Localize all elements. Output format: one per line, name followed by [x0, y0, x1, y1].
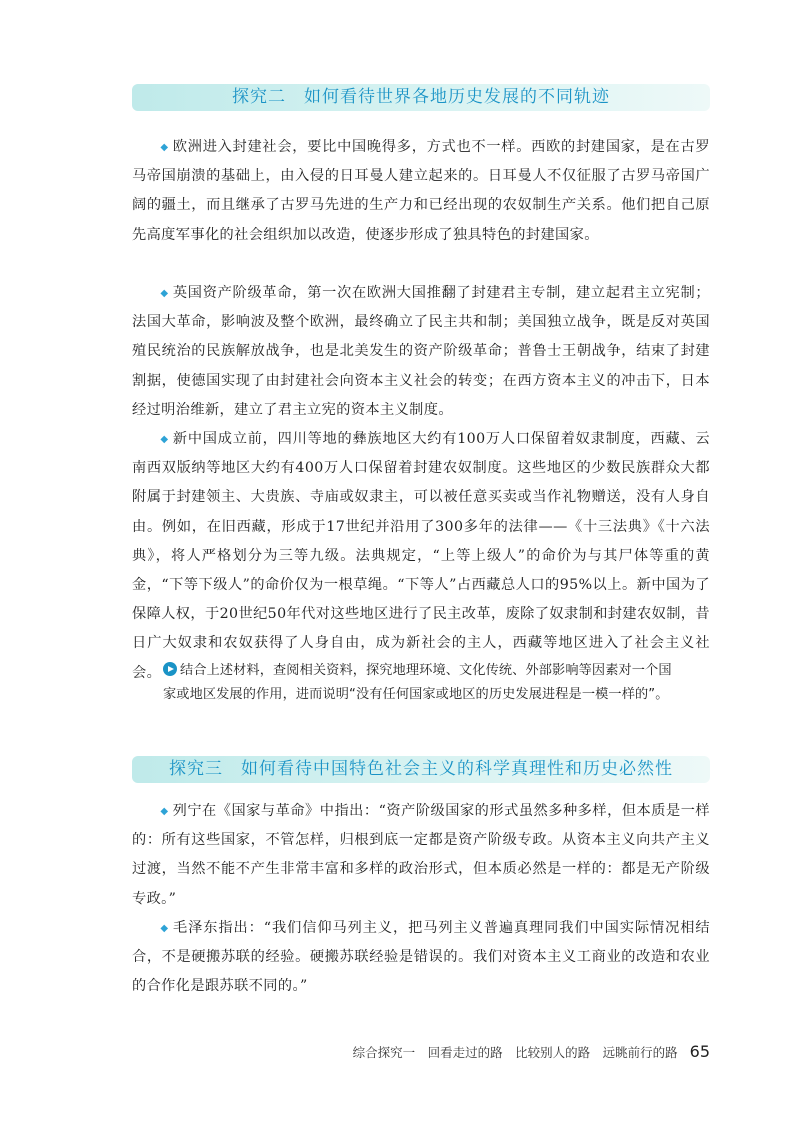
section-heading-2: 探究二 如何看待世界各地历史发展的不同轨迹: [132, 84, 710, 111]
page-footer: [300, 1042, 710, 1061]
page-number: 65: [689, 1042, 710, 1061]
inquiry-question-text: 结合上述材料，查阅相关资料，探究地理环境、文化传统、外部影响等因素对一个国家或地区发展的作用，进而说明“没有任何国家或地区的历史发展进程是一模一样的”。: [163, 663, 672, 702]
paragraph: [132, 133, 710, 250]
inquiry-question: [163, 659, 673, 707]
diamond-bullet-icon: ◆: [160, 434, 169, 445]
paragraph-text: 英国资产阶级革命，第一次在欧洲大国推翻了封建君主专制，建立起君主立宪制；法国大革命，影响波及整个欧洲，最终确立了民主共和制；美国独立战争，既是反对英国殖民统治的民族解放战争，也是北美发生的资产阶级革命；普鲁士王朝战争，结束了封建割据，使德国实现了由封建社会向资本主义社会的转变；在西方资本主义的冲击下，日本经过明治维新，建立了君主立宪的资本主义制度。: [132, 285, 710, 418]
paragraph: [132, 797, 710, 914]
paragraph-text: 毛泽东指出：“我们信仰马列主义，把马列主义普遍真理同我们中国实际情况相结合，不是硬搬苏联的经验。硬搬苏联经验是错误的。我们对资本主义工商业的改造和农业的合作化是跟苏联不同的。”: [132, 920, 711, 995]
paragraph: [132, 279, 710, 425]
paragraph-text: 列宁在《国家与革命》中指出：“资产阶级国家的形式虽然多种多样，但本质是一样的：所有这些国家，不管怎样，归根到底一定都是资产阶级专政。从资本主义向共产主义过渡，当然不能不产生非常丰富和多样的政治形式，但本质必然是一样的：都是无产阶级专政。”: [132, 803, 710, 907]
running-title: 综合探究一 回看走过的路 比较别人的路 远眺前行的路: [352, 1045, 678, 1060]
paragraph: [132, 425, 710, 688]
diamond-bullet-icon: ◆: [160, 806, 169, 817]
paragraph-text: 新中国成立前，四川等地的彝族地区大约有100万人口保留着奴隶制度，西藏、云南西双版纳等地区大约有400万人口保留着封建农奴制度。这些地区的少数民族群众大都附属于封建领主、大贵族、寺庙或奴隶主，可以被任意买卖或当作礼物赠送，没有人身自由。例如，在旧西藏，形成于17世纪并沿用了300多年的法律——《十三法典》《十六法典》，将人严格划分为三等九级。法典规定，“上等上级人”的命价为与其尸体等重的黄金，“下等下级人”的命价仅为一根草绳。“下等人”占西藏总人口的95%以上。新中国为了保障人权，于20世纪50年代对这些地区进行了民主改革，废除了奴隶制和封建农奴制，昔日广大奴隶和农奴获得了人身自由，成为新社会的主人，西藏等地区进入了社会主义社会。: [132, 431, 711, 681]
diamond-bullet-icon: ◆: [160, 142, 169, 153]
diamond-bullet-icon: ◆: [160, 923, 170, 934]
diamond-bullet-icon: ◆: [160, 288, 169, 299]
paragraph: [132, 914, 710, 1002]
play-circle-icon: [163, 662, 177, 676]
paragraph-text: 欧洲进入封建社会，要比中国晚得多，方式也不一样。西欧的封建国家，是在古罗马帝国崩溃的基础上，由入侵的日耳曼人建立起来的。日耳曼人不仅征服了古罗马帝国广阔的疆土，而且继承了古罗马先进的生产力和已经出现的农奴制生产关系。他们把自己原先高度军事化的社会组织加以改造，使逐步形成了独具特色的封建国家。: [132, 139, 710, 243]
section-heading-3: 探究三 如何看待中国特色社会主义的科学真理性和历史必然性: [132, 756, 710, 783]
